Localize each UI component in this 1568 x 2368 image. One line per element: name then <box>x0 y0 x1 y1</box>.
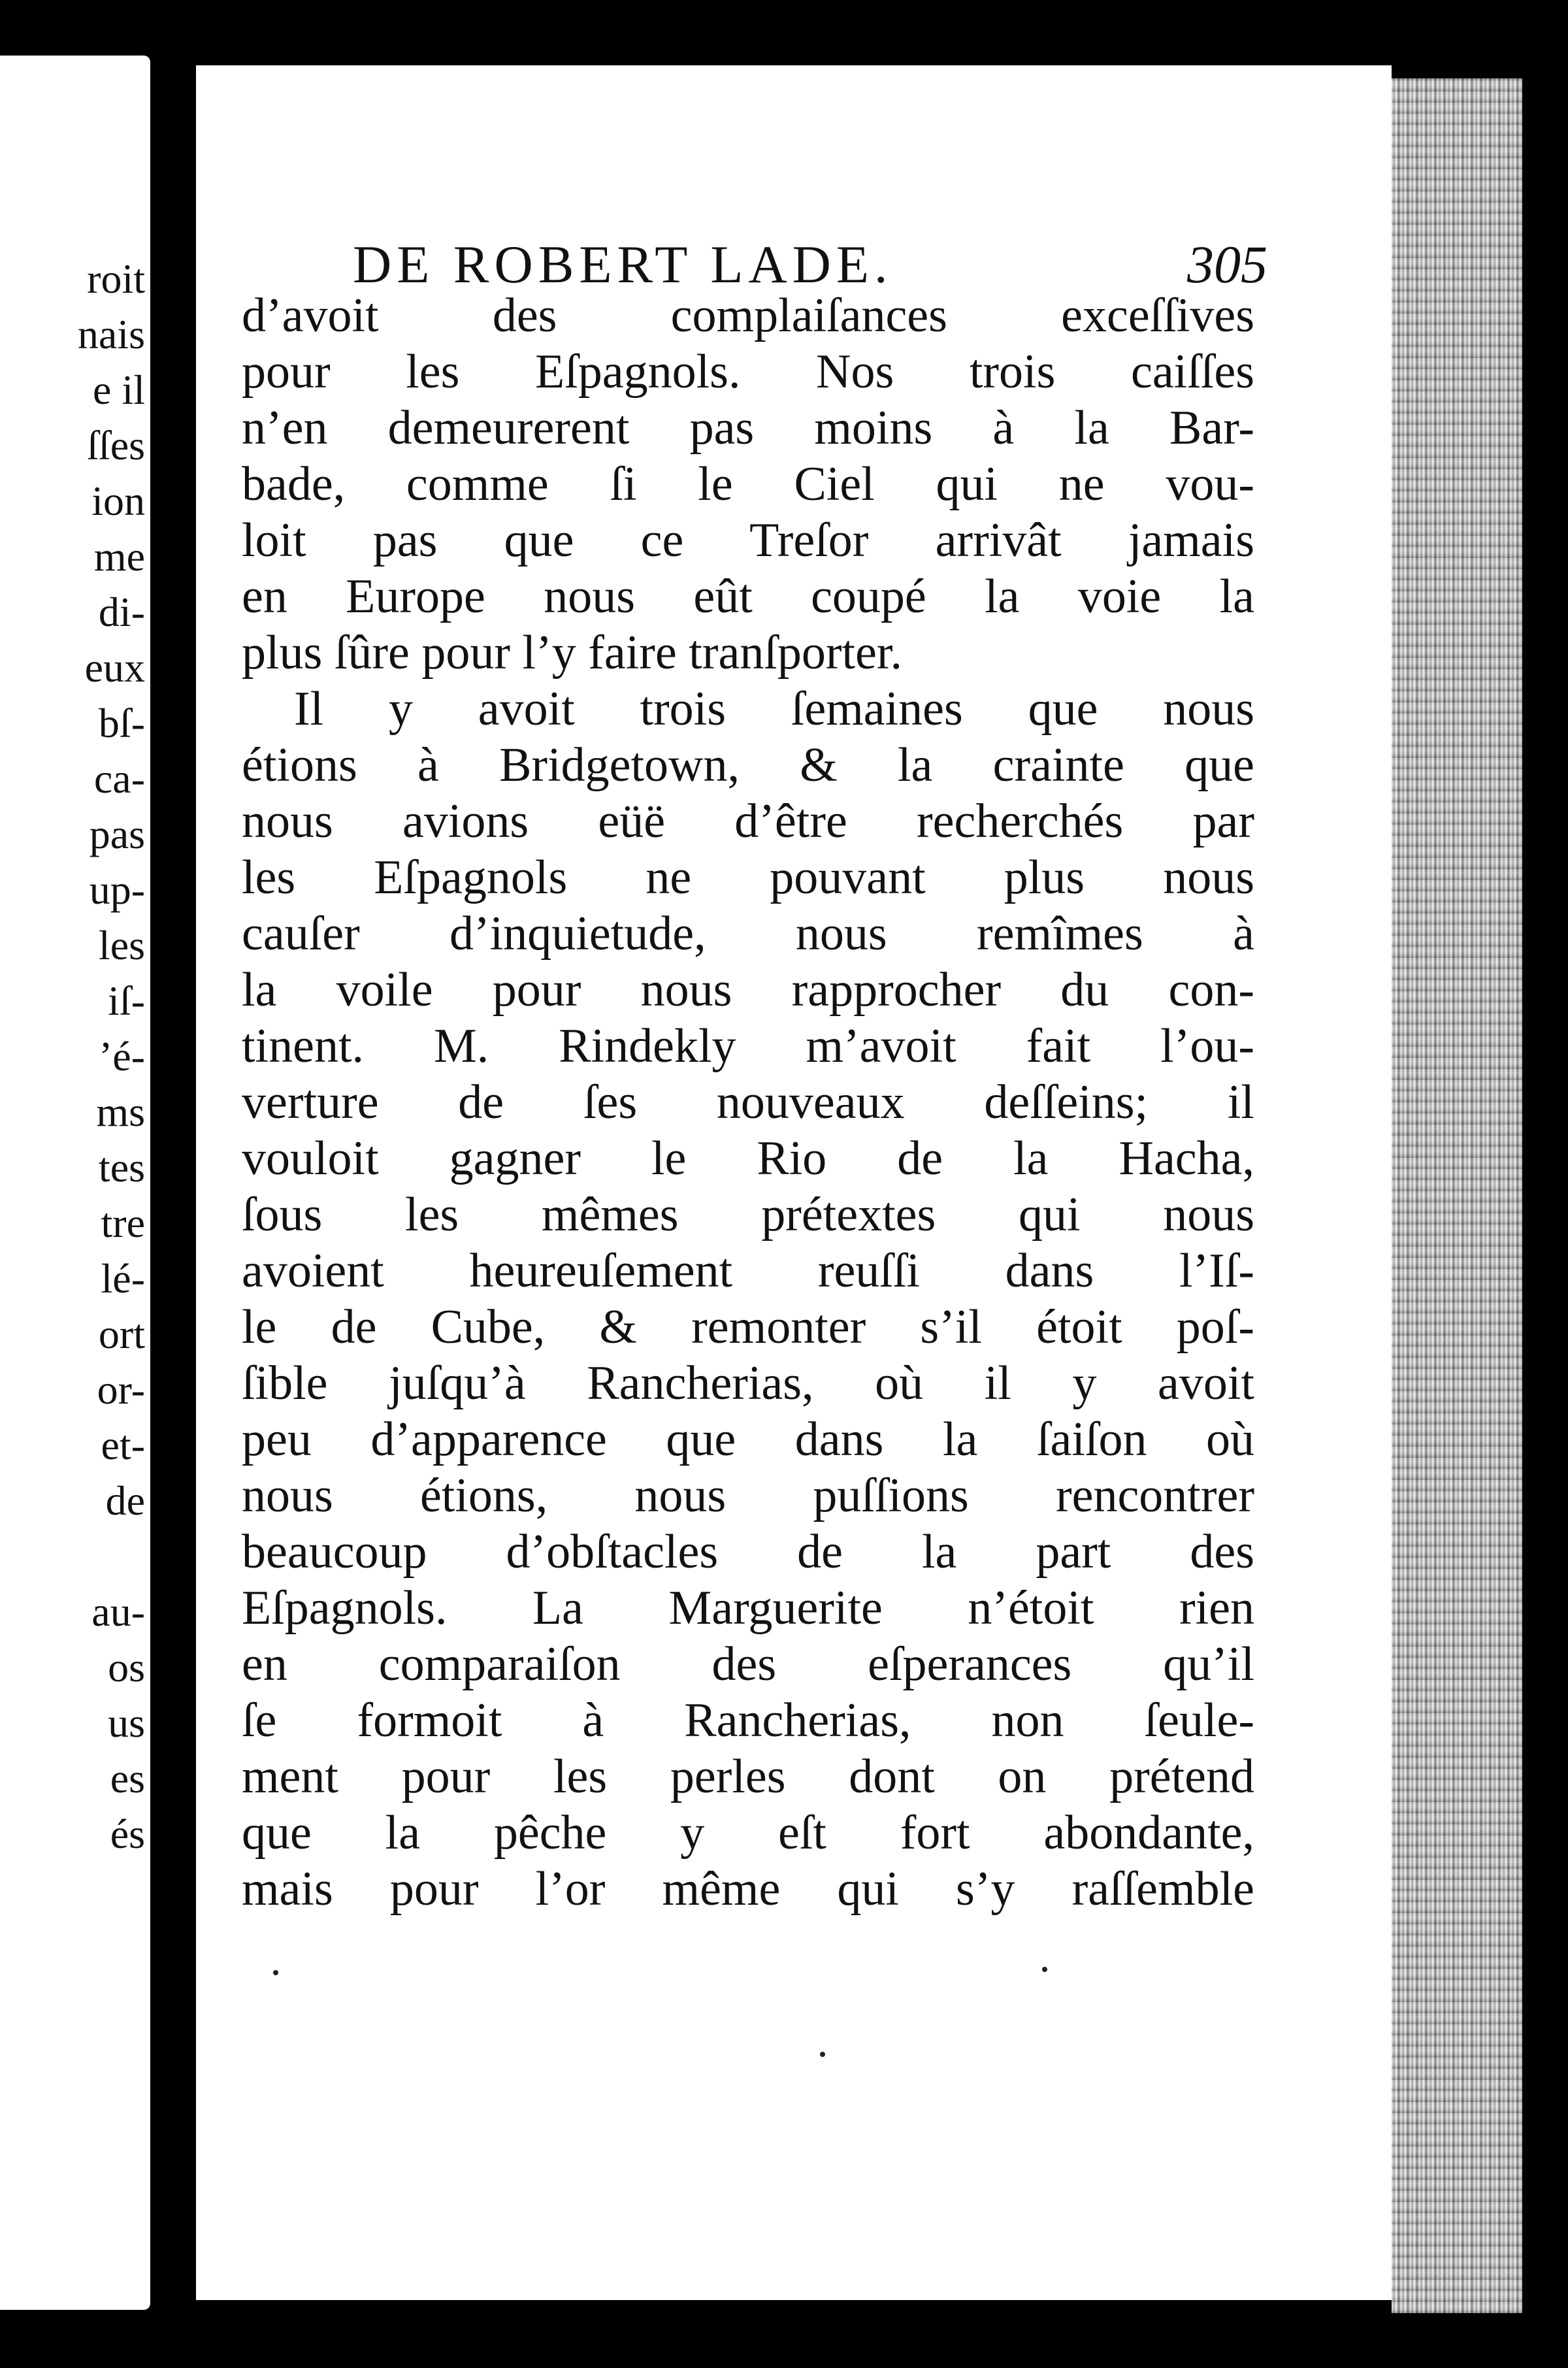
left-fragment: up- <box>89 866 145 913</box>
ink-speck <box>1042 1967 1047 1972</box>
left-fragment: pas <box>89 811 145 857</box>
page-body-text <box>242 288 1254 1917</box>
left-fragment: ’é- <box>98 1033 145 1079</box>
text-line: beaucoup d’obſtacles de la part des <box>242 1525 1254 1579</box>
running-head: DE ROBERT LADE. <box>353 235 893 294</box>
text-line: que la pêche y eſt fort abondante, <box>242 1806 1254 1860</box>
text-line: la voile pour nous rapprocher du con- <box>242 963 1254 1017</box>
left-fragment: or- <box>97 1366 145 1413</box>
left-fragment: nais <box>77 311 145 357</box>
left-fragment: de <box>105 1477 145 1524</box>
text-line: tinent. M. Rindekly m’avoit fait l’ou- <box>242 1019 1254 1073</box>
text-line: ſible juſqu’à Rancherias, où il y avoit <box>242 1357 1254 1410</box>
left-fragment: ca- <box>93 755 145 802</box>
left-fragment: os <box>108 1644 145 1690</box>
left-fragment: iſ- <box>108 978 145 1024</box>
left-fragment: et- <box>101 1422 145 1468</box>
left-fragment: tre <box>101 1200 145 1246</box>
text-line: le de Cube, & remonter s’il étoit poſ- <box>242 1300 1254 1354</box>
text-line: n’en demeurerent pas moins à la Bar- <box>242 401 1254 455</box>
text-line: peu d’apparence que dans la ſaiſon où <box>242 1413 1254 1466</box>
left-fragment: eux <box>84 644 145 691</box>
left-fragment: me <box>93 533 145 580</box>
left-fragment: bſ- <box>98 700 145 746</box>
text-line: Il y avoit trois ſemaines que nous <box>294 682 1254 736</box>
left-fragment: roit <box>87 255 145 302</box>
main-page <box>196 65 1392 2300</box>
text-line: bade, comme ſi le Ciel qui ne vou- <box>242 457 1254 511</box>
left-page-fragment <box>0 56 150 2310</box>
text-line: cauſer d’inquietude, nous remîmes à <box>242 907 1254 961</box>
left-fragment: ort <box>98 1311 145 1357</box>
text-line: plus ſûre pour l’y faire tranſporter. <box>242 626 902 680</box>
left-fragment: ms <box>96 1089 145 1135</box>
text-line: en Europe nous eût coupé la voie la <box>242 570 1254 623</box>
left-fragment: ion <box>91 478 145 524</box>
left-fragment: di- <box>98 589 145 635</box>
page-number: 305 <box>1187 235 1267 294</box>
ink-speck <box>273 1970 278 1975</box>
text-line: nous avions eüë d’être recherchés par <box>242 795 1254 848</box>
ink-speck <box>820 2052 825 2057</box>
text-line: pour les Eſpagnols. Nos trois caiſſes <box>242 345 1254 399</box>
text-line: ment pour les perles dont on prétend <box>242 1750 1254 1803</box>
left-page-text-fragments <box>0 56 150 2310</box>
text-line: mais pour l’or même qui s’y raſſemble <box>242 1862 1254 1916</box>
book-page-edges <box>1392 78 1522 2313</box>
text-line: loit pas que ce Treſor arrivât jamais <box>242 514 1254 567</box>
text-line: d’avoit des complaiſances exceſſives <box>242 289 1254 342</box>
text-line: ſe formoit à Rancherias, non ſeule- <box>242 1694 1254 1747</box>
text-line: les Eſpagnols ne pouvant plus nous <box>242 851 1254 904</box>
text-line: avoient heureuſement reuſſi dans l’Iſ- <box>242 1244 1254 1298</box>
left-fragment: tes <box>98 1144 145 1191</box>
text-line: vouloit gagner le Rio de la Hacha, <box>242 1132 1254 1185</box>
text-line: étions à Bridgetown, & la crainte que <box>242 738 1254 792</box>
text-line: nous étions, nous puſſions rencontrer <box>242 1469 1254 1522</box>
text-line: ſous les mêmes prétextes qui nous <box>242 1188 1254 1242</box>
text-line: verture de ſes nouveaux deſſeins; il <box>242 1076 1254 1129</box>
left-fragment: es <box>110 1755 145 1801</box>
left-fragment: au- <box>91 1588 145 1635</box>
left-fragment: lé- <box>101 1255 145 1302</box>
left-fragment: ſſes <box>87 422 145 469</box>
left-fragment: e il <box>93 367 145 413</box>
left-fragment: us <box>108 1700 145 1746</box>
text-line: Eſpagnols. La Marguerite n’étoit rien <box>242 1581 1254 1635</box>
left-fragment: les <box>98 922 145 968</box>
text-line: en comparaiſon des eſperances qu’il <box>242 1637 1254 1691</box>
left-fragment: és <box>110 1811 145 1857</box>
book-gutter <box>150 0 196 2368</box>
